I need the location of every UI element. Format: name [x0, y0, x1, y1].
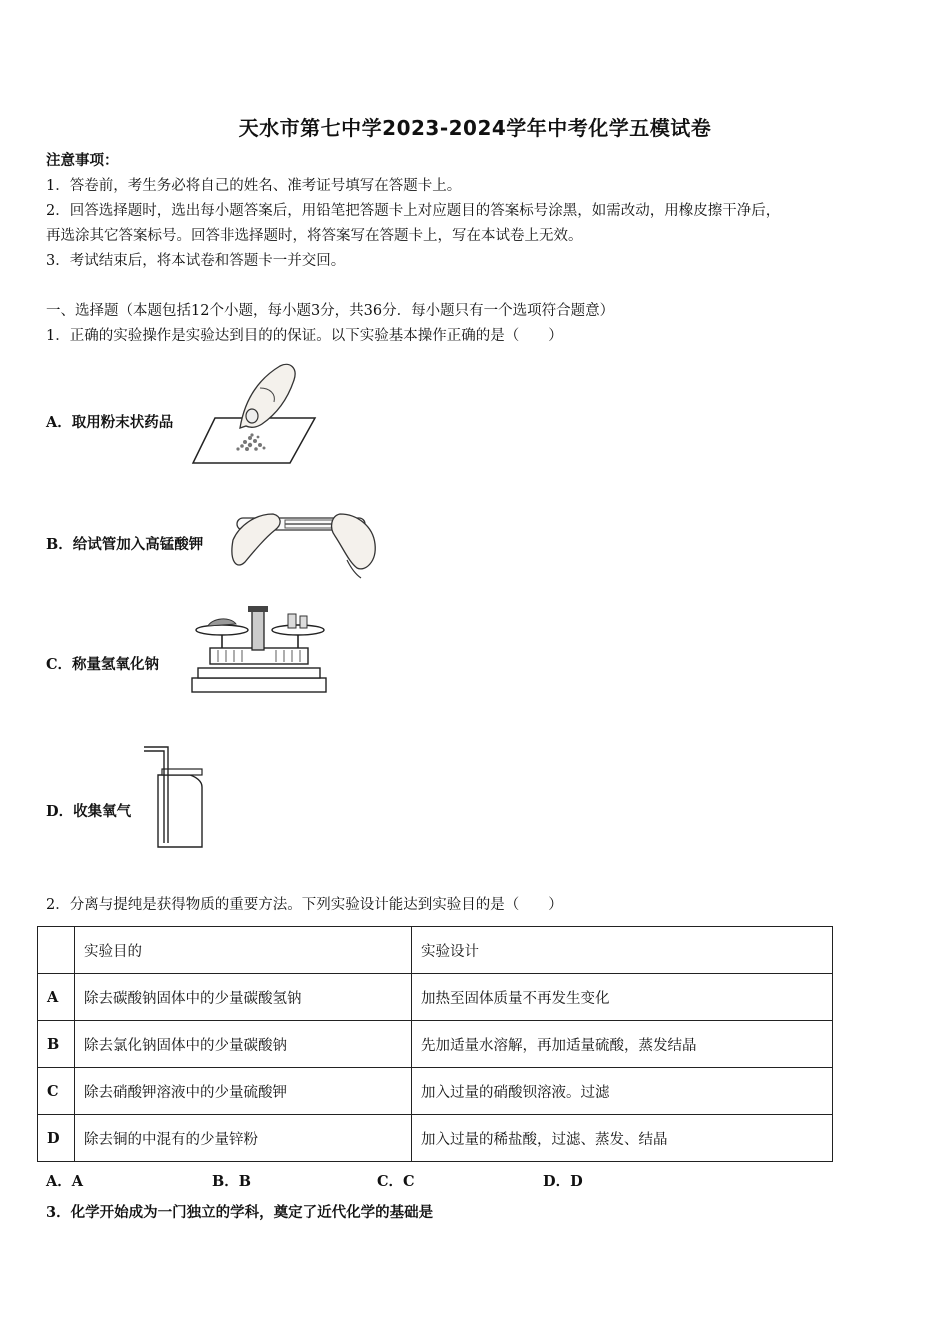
q2-answer-b: B．B — [212, 1173, 252, 1190]
row-design: 加热至固体质量不再发生变化 — [412, 974, 833, 1021]
balance-scale-icon — [190, 604, 330, 696]
row-label: B — [38, 1021, 75, 1068]
q1-stem: 1．正确的实验操作是实验达到目的的保证。以下实验基本操作正确的是（ ） — [46, 328, 563, 344]
table-row — [38, 1115, 833, 1162]
table-row — [38, 1068, 833, 1115]
row-purpose: 除去硝酸钾溶液中的少量硫酸钾 — [75, 1068, 412, 1115]
q2-stem: 2．分离与提纯是获得物质的重要方法。下列实验设计能达到实验目的是（ ） — [46, 897, 563, 913]
table-header-cell: 实验目的 — [75, 927, 412, 974]
row-label: D — [38, 1115, 75, 1162]
notice-item: 1．答卷前，考生务必将自己的姓名、准考证号填写在答题卡上。 — [46, 178, 462, 194]
experiment-table — [37, 926, 833, 1162]
q2-answer-a: A．A — [46, 1173, 84, 1190]
table-row — [38, 974, 833, 1021]
notice-item: 2．回答选择题时，选出每小题答案后，用铅笔把答题卡上对应题目的答案标号涂黑，如需改动，用橡皮擦干净后， — [46, 203, 781, 219]
q1-option-a: A．取用粉末状药品 — [46, 414, 174, 431]
table-header-cell — [38, 927, 75, 974]
row-design: 先加适量水溶解，再加适量硫酸，蒸发结晶 — [412, 1021, 833, 1068]
row-design: 加入过量的硝酸钡溶液。过滤 — [412, 1068, 833, 1115]
gas-bottle-icon — [140, 745, 210, 851]
q1-option-c: C．称量氢氧化钠 — [46, 656, 160, 673]
notice-item: 3．考试结束后，将本试卷和答题卡一并交回。 — [46, 253, 346, 269]
table-header-row — [38, 927, 833, 974]
test-tube-hands-icon — [225, 500, 380, 580]
page-title: 天水市第七中学2023-2024学年中考化学五模试卷 — [238, 116, 712, 140]
row-purpose: 除去铜的中混有的少量锌粉 — [75, 1115, 412, 1162]
table-row — [38, 1021, 833, 1068]
row-design: 加入过量的稀盐酸，过滤、蒸发、结晶 — [412, 1115, 833, 1162]
table-header-cell: 实验设计 — [412, 927, 833, 974]
powder-on-paper-icon — [190, 358, 320, 468]
q2-answer-c: C．C — [377, 1173, 415, 1190]
q1-option-b: B．给试管加入高锰酸钾 — [46, 536, 204, 553]
row-label: A — [38, 974, 75, 1021]
q1-option-d: D．收集氧气 — [46, 803, 132, 820]
row-purpose: 除去碳酸钠固体中的少量碳酸氢钠 — [75, 974, 412, 1021]
notice-heading: 注意事项： — [46, 152, 119, 169]
q3-stem: 3．化学开始成为一门独立的学科，奠定了近代化学的基础是 — [46, 1204, 434, 1221]
row-purpose: 除去氯化钠固体中的少量碳酸钠 — [75, 1021, 412, 1068]
q2-answer-d: D．D — [543, 1173, 583, 1190]
notice-item: 再选涂其它答案标号。回答非选择题时，将答案写在答题卡上，写在本试卷上无效。 — [46, 228, 583, 244]
row-label: C — [38, 1068, 75, 1115]
section-heading: 一、选择题（本题包括12个小题，每小题3分，共36分．每小题只有一个选项符合题意） — [46, 303, 615, 319]
